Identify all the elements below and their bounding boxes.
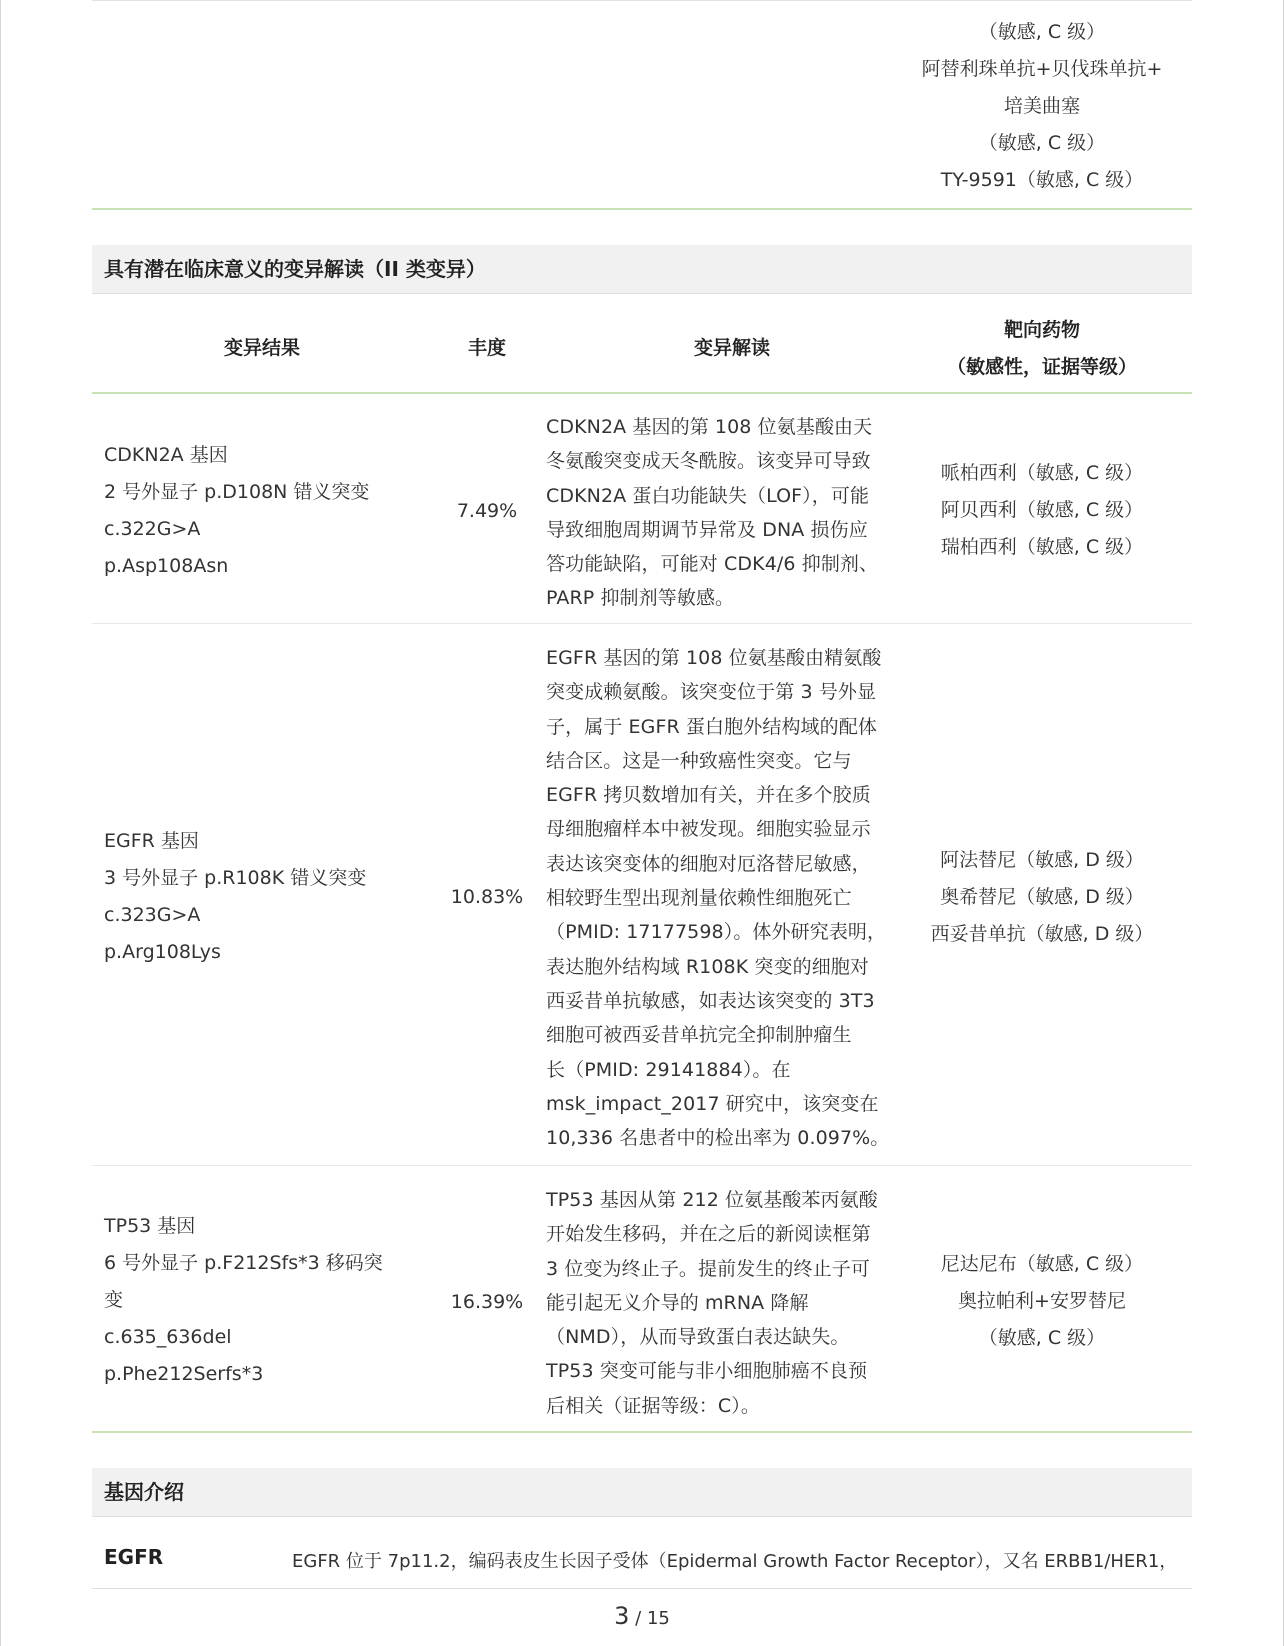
interpretation-line: 突变成赖氨酸。该突变位于第 3 号外显 xyxy=(546,681,877,704)
variant-exon-cont: 变 xyxy=(104,1289,124,1311)
interpretation-cell xyxy=(546,410,902,616)
gene-intro-divider xyxy=(92,1588,1192,1589)
variant-protein: p.Asp108Asn xyxy=(104,555,229,577)
drug-line: （敏感, C 级） xyxy=(978,132,1106,154)
page-separator: / xyxy=(629,1608,647,1629)
page-number xyxy=(0,1602,1284,1630)
continued-drug-list xyxy=(912,14,1172,199)
interpretation-line: （NMD），从而导致蛋白表达缺失。 xyxy=(546,1326,850,1349)
interpretation-line: 后相关（证据等级：C）。 xyxy=(546,1394,760,1417)
drug-line: TY-9591（敏感, C 级） xyxy=(940,169,1144,191)
header-abundance: 丰度 xyxy=(467,337,506,359)
drugs-cell xyxy=(912,1246,1172,1357)
drug-line: 培美曲塞 xyxy=(1003,95,1080,117)
variant-cdna: c.635_636del xyxy=(104,1326,232,1348)
variant-gene: TP53 基因 xyxy=(104,1215,196,1237)
interpretation-line: 能引起无义介导的 mRNA 降解 xyxy=(546,1291,809,1314)
interpretation-line: CDKN2A 基因的第 108 位氨基酸由天 xyxy=(546,416,873,438)
interpretation-line: 细胞可被西妥昔单抗完全抑制肿瘤生 xyxy=(546,1024,852,1047)
variant-cell xyxy=(104,437,404,585)
drug-line: （敏感, C 级） xyxy=(978,1327,1106,1349)
row-divider xyxy=(92,623,1192,624)
drug-line: 西妥昔单抗（敏感, D 级） xyxy=(930,923,1154,945)
variant-gene: EGFR 基因 xyxy=(104,830,199,852)
variant-exon: 6 号外显子 p.F212Sfs*3 移码突 xyxy=(104,1252,383,1274)
drugs-cell xyxy=(912,842,1172,953)
interpretation-line: 3 位变为终止子。提前发生的终止子可 xyxy=(546,1257,870,1280)
abundance-cell: 16.39% xyxy=(450,1291,524,1313)
gene-description: EGFR 位于 7p11.2，编码表皮生长因子受体（Epidermal Growth Factor Receptor），又名 ERBB1/HER1， xyxy=(292,1551,1178,1572)
abundance-cell: 7.49% xyxy=(456,500,518,522)
variant-protein: p.Arg108Lys xyxy=(104,941,221,963)
row-divider xyxy=(92,1165,1192,1166)
variant-exon: 3 号外显子 p.R108K 错义突变 xyxy=(104,867,367,889)
top-divider xyxy=(92,0,1192,1)
interpretation-line: 答功能缺陷，可能对 CDK4/6 抑制剂、 xyxy=(546,553,879,576)
variant-protein: p.Phe212Serfs*3 xyxy=(104,1363,264,1385)
interpretation-cell xyxy=(546,1183,902,1423)
table-end-divider xyxy=(92,1431,1192,1433)
interpretation-line: 冬氨酸突变成天冬酰胺。该变异可导致 xyxy=(546,450,871,473)
drug-line: 哌柏西利（敏感, C 级） xyxy=(940,462,1144,484)
interpretation-line: 相较野生型出现剂量依赖性细胞死亡 xyxy=(546,887,852,910)
variant-exon: 2 号外显子 p.D108N 错义突变 xyxy=(104,481,370,503)
variant-cell xyxy=(104,1208,404,1393)
drug-line: 阿替利珠单抗+贝伐珠单抗+ xyxy=(921,58,1163,80)
interpretation-line: 母细胞瘤样本中被发现。细胞实验显示 xyxy=(546,818,871,841)
drug-line: 阿法替尼（敏感, D 级） xyxy=(940,849,1144,871)
variant-gene: CDKN2A 基因 xyxy=(104,444,228,466)
header-drugs-line1: 靶向药物 xyxy=(1003,319,1080,341)
interpretation-cell xyxy=(546,641,902,1155)
section-header-gene-intro xyxy=(92,1468,1192,1517)
interpretation-line: TP53 突变可能与非小细胞肺癌不良预 xyxy=(546,1360,868,1383)
header-drugs-line2: （敏感性，证据等级） xyxy=(946,356,1137,378)
interpretation-line: （PMID: 17177598）。体外研究表明， xyxy=(546,921,887,944)
interpretation-line: 子，属于 EGFR 蛋白胞外结构域的配体 xyxy=(546,715,877,738)
variant-cdna: c.322G>A xyxy=(104,518,201,540)
drug-line: 瑞柏西利（敏感, C 级） xyxy=(940,536,1144,558)
interpretation-line: EGFR 拷贝数增加有关，并在多个胶质 xyxy=(546,784,871,807)
interpretation-line: 结合区。这是一种致癌性突变。它与 xyxy=(546,749,852,772)
variant-cell xyxy=(104,823,404,971)
interpretation-line: 10,336 名患者中的检出率为 0.097%。 xyxy=(546,1127,890,1150)
interpretation-line: 导致细胞周期调节异常及 DNA 损伤应 xyxy=(546,518,868,541)
section-title: 基因介绍 xyxy=(104,1480,184,1504)
interpretation-line: TP53 基因从第 212 位氨基酸苯丙氨酸 xyxy=(546,1189,878,1211)
interpretation-line: 西妥昔单抗敏感，如表达该突变的 3T3 xyxy=(546,989,875,1012)
page-border-left xyxy=(0,0,1,1646)
drug-line: 阿贝西利（敏感, C 级） xyxy=(940,499,1144,521)
drug-line: （敏感, C 级） xyxy=(978,21,1106,43)
interpretation-line: 表达胞外结构域 R108K 突变的细胞对 xyxy=(546,955,870,978)
interpretation-line: 长（PMID: 29141884）。在 xyxy=(546,1058,791,1081)
header-variant: 变异结果 xyxy=(223,337,300,359)
drug-line: 尼达尼布（敏感, C 级） xyxy=(940,1253,1144,1275)
interpretation-line: msk_impact_2017 研究中，该突变在 xyxy=(546,1092,879,1115)
drugs-cell xyxy=(912,455,1172,566)
header-divider xyxy=(92,392,1192,394)
current-page: 3 xyxy=(614,1602,630,1630)
total-pages: 15 xyxy=(646,1608,670,1629)
interpretation-line: CDKN2A 蛋白功能缺失（LOF），可能 xyxy=(546,484,870,507)
abundance-cell: 10.83% xyxy=(450,886,524,908)
interpretation-line: PARP 抑制剂等敏感。 xyxy=(546,587,735,610)
interpretation-line: 表达该突变体的细胞对厄洛替尼敏感， xyxy=(546,852,871,875)
variant-cdna: c.323G>A xyxy=(104,904,201,926)
header-interpretation: 变异解读 xyxy=(693,337,770,359)
gene-name: EGFR xyxy=(104,1545,164,1569)
drug-line: 奥拉帕利+安罗替尼 xyxy=(958,1290,1126,1312)
table-end-divider xyxy=(92,208,1192,210)
drug-line: 奥希替尼（敏感, D 级） xyxy=(940,886,1144,908)
section-title: 具有潜在临床意义的变异解读（II 类变异） xyxy=(104,257,486,281)
interpretation-line: EGFR 基因的第 108 位氨基酸由精氨酸 xyxy=(546,647,882,669)
interpretation-line: 开始发生移码，并在之后的新阅读框第 xyxy=(546,1223,871,1246)
section-header-class2 xyxy=(92,245,1192,294)
